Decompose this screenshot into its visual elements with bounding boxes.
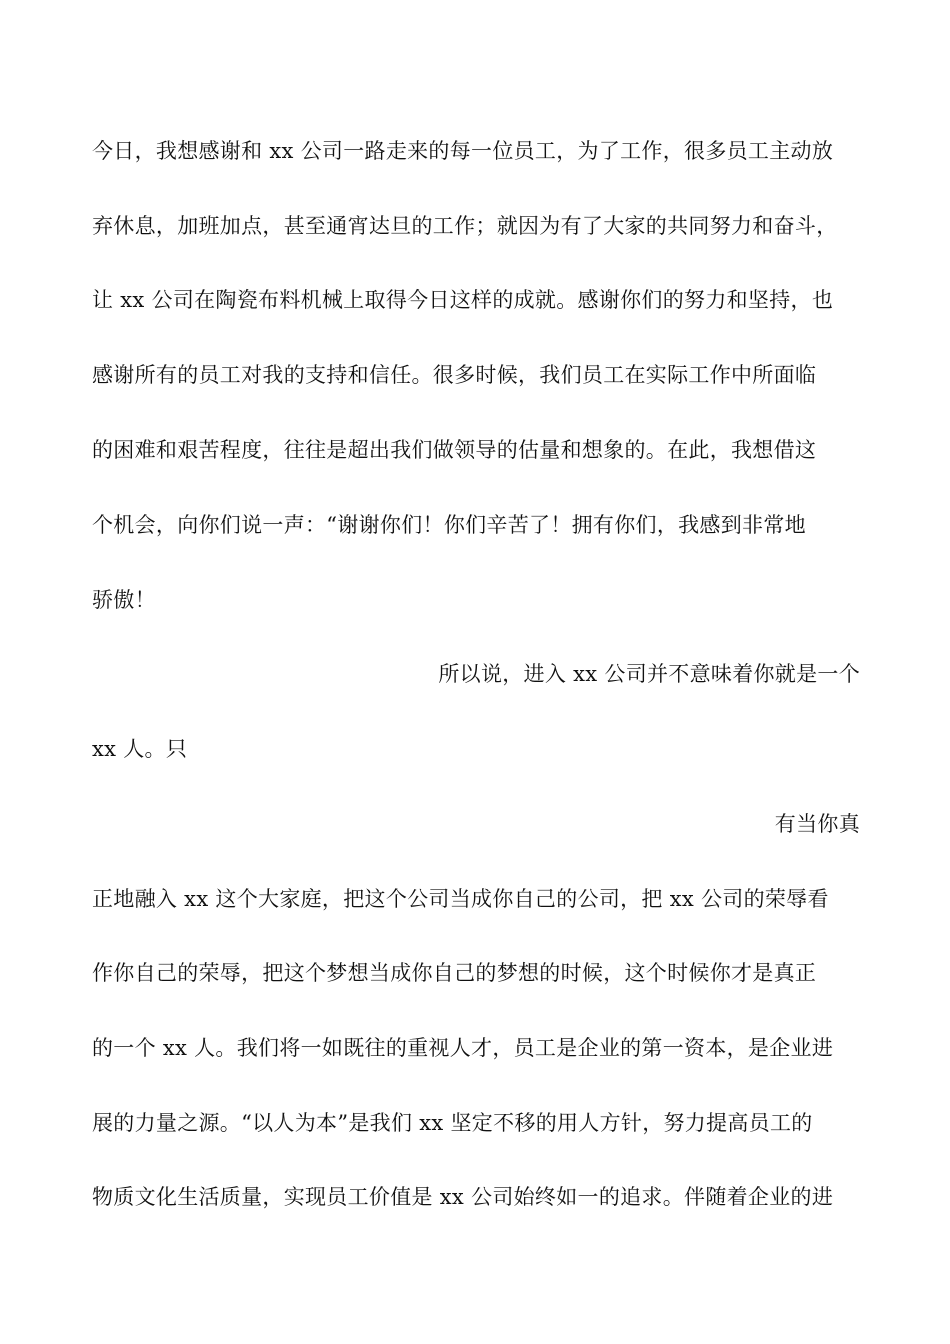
text-line-9: xx 人。只: [92, 737, 188, 761]
text-line-11: 正地融入 xx 这个大家庭，把这个公司当成你自己的公司，把 xx 公司的荣辱看: [92, 887, 829, 911]
text-line-1: 今日，我想感谢和 xx 公司一路走来的每一位员工，为了工作，很多员工主动放: [92, 139, 834, 163]
text-line-15: 物质文化生活质量，实现员工价值是 xx 公司始终如一的追求。伴随着企业的进: [92, 1185, 834, 1209]
text-line-2: 弃休息，加班加点，甚至通宵达旦的工作；就因为有了大家的共同努力和奋斗，: [92, 214, 838, 238]
text-line-13: 的一个 xx 人。我们将一如既往的重视人才，员工是企业的第一资本，是企业进: [92, 1036, 834, 1060]
text-line-6: 个机会，向你们说一声：“谢谢你们！你们辛苦了！拥有你们，我感到非常地: [92, 513, 806, 537]
text-line-4: 感谢所有的员工对我的支持和信任。很多时候，我们员工在实际工作中所面临: [92, 363, 817, 387]
text-line-12: 作你自己的荣辱，把这个梦想当成你自己的梦想的时候，这个时候你才是真正: [92, 961, 817, 985]
text-line-14: 展的力量之源。“以人为本”是我们 xx 坚定不移的用人方针，努力提高员工的: [92, 1111, 813, 1135]
text-line-7: 骄傲！: [92, 588, 156, 612]
text-line-8: 所以说，进入 xx 公司并不意味着你就是一个: [438, 662, 860, 686]
text-line-10: 有当你真: [774, 812, 860, 836]
text-line-3: 让 xx 公司在陶瓷布料机械上取得今日这样的成就。感谢你们的努力和坚持，也: [92, 288, 834, 312]
text-line-5: 的困难和艰苦程度，往往是超出我们做领导的估量和想象的。在此，我想借这: [92, 438, 817, 462]
